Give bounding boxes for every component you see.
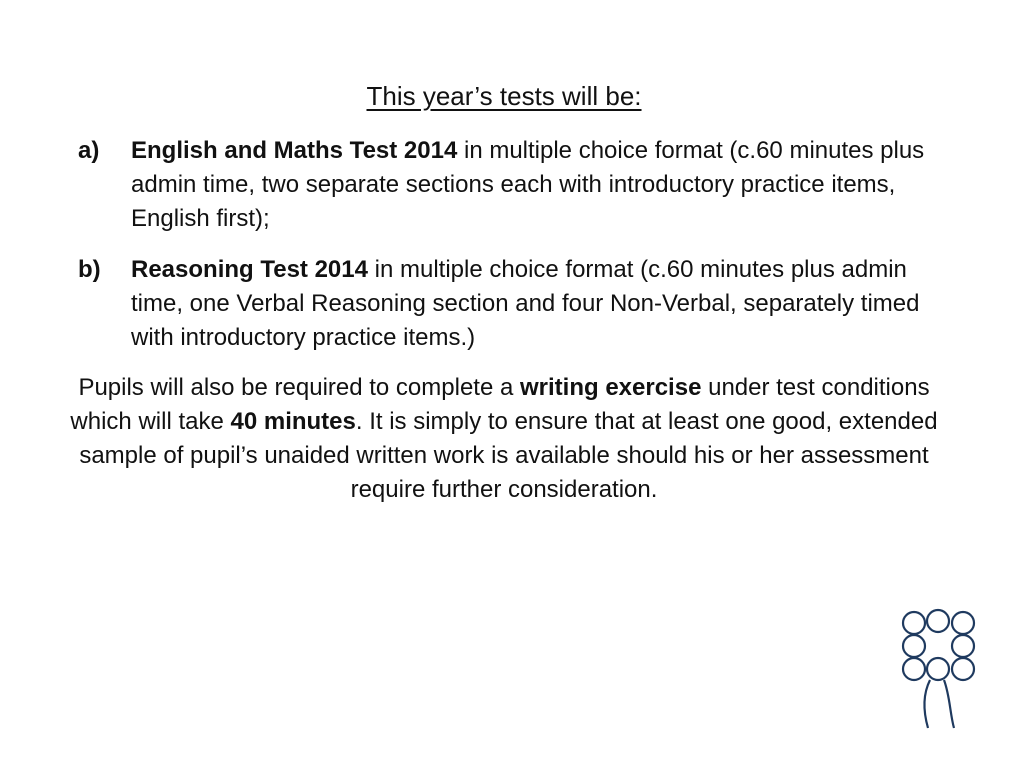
test-title: English and Maths Test 2014 [131,137,458,164]
slide-heading: This year’s tests will be: [366,81,642,111]
test-description: in multiple choice format (c.60 minutes plus admin time, one Verbal Reasoning section and four Non-Verbal, separately timed with introductory practice items.) [131,256,920,351]
list-item-body [131,253,928,355]
paragraph-bold-text: 40 minutes [230,408,356,435]
paragraph-text: . It is simply to ensure that at least one good, extended sample of pupil’s unaided written work is available should his or her assessment require further consideration. [79,408,938,503]
test-title: Reasoning Test 2014 [131,256,368,283]
paragraph-bold-text: writing exercise [520,374,702,401]
list-item-b [78,253,928,355]
paragraph-text: under test conditions which will take [70,374,930,435]
paragraph-text: Pupils will also be required to complete a [78,374,520,401]
list-item-a [78,134,928,236]
list-item-body [131,134,928,236]
writing-exercise-paragraph [60,371,948,507]
list-marker: a) [78,137,100,164]
tree-logo-icon [892,604,992,734]
test-description: in multiple choice format (c.60 minutes plus admin time, two separate sections each with introductory practice items, English first); [131,137,925,232]
list-marker: b) [78,256,101,283]
